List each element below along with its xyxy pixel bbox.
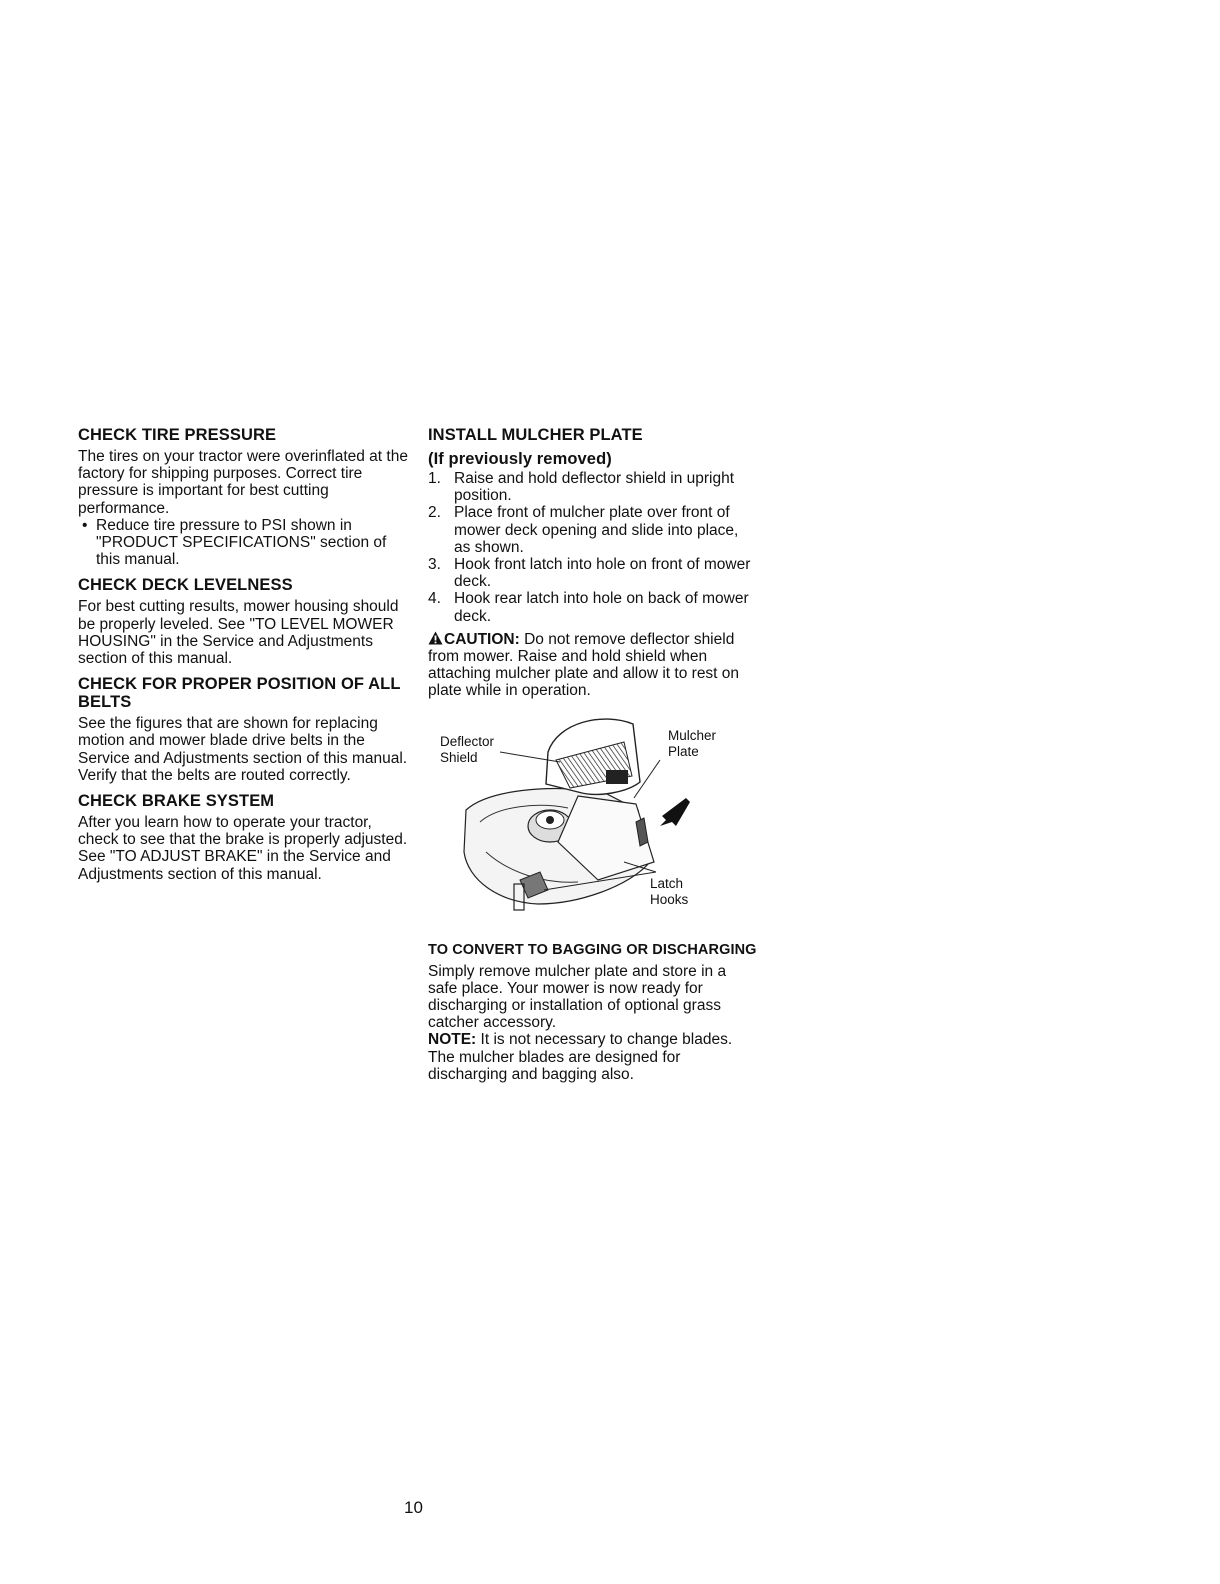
mulcher-plate-figure xyxy=(428,712,758,932)
note-label: NOTE: xyxy=(428,1031,477,1049)
deck-levelness-body: For best cutting results, mower housing should be properly leveled. See "TO LEVEL MOWER HOUSING" in the Service and Adjustments section of this manual. xyxy=(78,598,399,668)
mulcher-step xyxy=(428,556,758,590)
latch-label: Latch xyxy=(650,875,684,891)
brake-body: After you learn how to operate your tractor, check to see that the brake is properly adjusted. See "TO ADJUST BRAKE" in the Service and Adjustments section of this manual. xyxy=(78,814,408,883)
belts-body: See the figures that are shown for replacing motion and mower blade drive belts in the Service and Adjustments section of this manual. Verify that the belts are routed correctly. xyxy=(78,715,408,784)
warning-triangle-icon xyxy=(428,631,443,645)
deflector-label: Deflector xyxy=(440,733,495,749)
step-number: 3. xyxy=(428,556,441,574)
mulcher-step xyxy=(428,590,758,624)
step-text: Place front of mulcher plate over front of mower deck opening and slide into place, as shown. xyxy=(454,504,739,556)
mulcher-label: Mulcher xyxy=(668,727,717,743)
step-text: Hook rear latch into hole on back of mower deck. xyxy=(454,590,749,625)
left-column xyxy=(78,426,408,891)
step-text: Hook front latch into hole on front of mower deck. xyxy=(454,556,751,591)
right-column xyxy=(428,426,758,1083)
step-text: Raise and hold deflector shield in upright position. xyxy=(454,470,735,505)
mulcher-heading: INSTALL MULCHER PLATE xyxy=(428,426,643,444)
note-text: It is not necessary to change blades. The mulcher blades are designed for discharging and bagging also. xyxy=(428,1031,733,1083)
mulcher-steps xyxy=(428,470,758,625)
mulcher-subheading: (If previously removed) xyxy=(428,450,612,468)
tire-pressure-heading: CHECK TIRE PRESSURE xyxy=(78,426,277,444)
section-brake xyxy=(78,792,408,883)
caution-paragraph xyxy=(428,631,758,700)
caution-label: CAUTION: xyxy=(444,630,520,648)
section-belts xyxy=(78,675,408,784)
insert-arrow-icon xyxy=(660,798,690,826)
section-tire-pressure xyxy=(78,426,408,568)
section-deck-levelness xyxy=(78,576,408,667)
mulcher-step xyxy=(428,504,758,556)
step-number: 4. xyxy=(428,590,441,608)
belts-heading: CHECK FOR PROPER POSITION OF ALL BELTS xyxy=(78,675,401,712)
plate-label: Plate xyxy=(668,743,699,759)
tire-pressure-bullet: • Reduce tire pressure to PSI shown in "PRODUCT SPECIFICATIONS" section of this manual. xyxy=(78,517,408,569)
tire-pressure-bullets xyxy=(78,517,408,569)
step-number: 1. xyxy=(428,470,441,487)
mulcher-step xyxy=(428,470,758,504)
hooks-label: Hooks xyxy=(650,891,689,907)
deck-levelness-heading: CHECK DECK LEVELNESS xyxy=(78,576,293,595)
step-number: 2. xyxy=(428,504,441,522)
convert-heading: TO CONVERT TO BAGGING OR DISCHARGING xyxy=(428,941,757,958)
shield-label: Shield xyxy=(440,749,478,765)
convert-body: Simply remove mulcher plate and store in a safe place. Your mower is now ready for discharging or installation of optional grass catcher accessory. xyxy=(428,962,727,1032)
caution-text: Do not remove deflector shield from mower. Raise and hold shield when attaching mulcher plate and allow it to rest on plate while in operation. xyxy=(428,630,740,700)
note-paragraph xyxy=(428,1031,758,1083)
page-number: 10 xyxy=(404,1498,423,1517)
brake-heading: CHECK BRAKE SYSTEM xyxy=(78,792,275,811)
tire-pressure-body: The tires on your tractor were overinflated at the factory for shipping purposes. Correct tire pressure is important for best cutting performance. xyxy=(78,448,408,517)
